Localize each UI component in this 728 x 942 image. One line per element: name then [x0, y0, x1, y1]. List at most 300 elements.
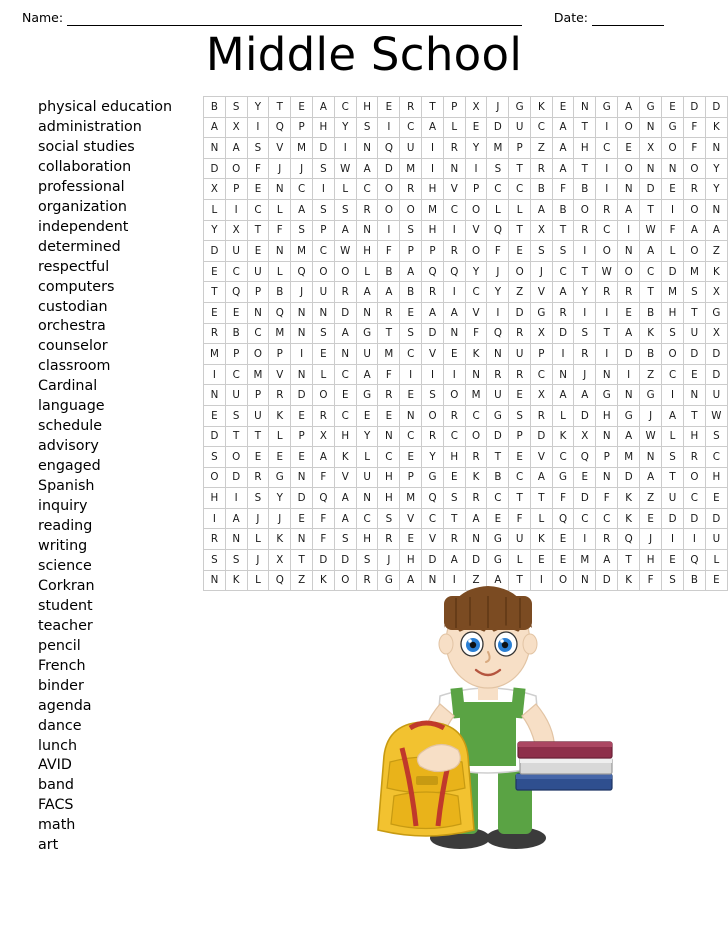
- grid-cell[interactable]: A: [334, 488, 356, 509]
- grid-cell[interactable]: T: [683, 302, 705, 323]
- grid-cell[interactable]: A: [552, 158, 574, 179]
- grid-cell[interactable]: E: [204, 261, 226, 282]
- grid-cell[interactable]: I: [596, 158, 618, 179]
- grid-cell[interactable]: E: [443, 467, 465, 488]
- grid-cell[interactable]: H: [422, 179, 444, 200]
- grid-cell[interactable]: D: [291, 385, 313, 406]
- grid-cell[interactable]: O: [683, 158, 705, 179]
- grid-cell[interactable]: F: [378, 364, 400, 385]
- grid-cell[interactable]: C: [596, 508, 618, 529]
- grid-cell[interactable]: R: [378, 302, 400, 323]
- grid-cell[interactable]: D: [705, 344, 727, 365]
- grid-cell[interactable]: A: [225, 138, 247, 159]
- grid-cell[interactable]: I: [662, 385, 684, 406]
- grid-cell[interactable]: F: [247, 158, 269, 179]
- grid-cell[interactable]: C: [313, 241, 335, 262]
- grid-cell[interactable]: U: [705, 529, 727, 550]
- grid-cell[interactable]: T: [618, 550, 640, 571]
- grid-cell[interactable]: E: [400, 529, 422, 550]
- grid-cell[interactable]: O: [204, 467, 226, 488]
- date-input-rule[interactable]: [592, 15, 664, 26]
- grid-cell[interactable]: I: [596, 179, 618, 200]
- grid-cell[interactable]: N: [618, 241, 640, 262]
- grid-cell[interactable]: H: [334, 426, 356, 447]
- grid-cell[interactable]: S: [356, 550, 378, 571]
- grid-cell[interactable]: A: [531, 467, 553, 488]
- grid-cell[interactable]: E: [356, 405, 378, 426]
- grid-cell[interactable]: Z: [531, 138, 553, 159]
- grid-cell[interactable]: V: [465, 220, 487, 241]
- grid-cell[interactable]: K: [531, 97, 553, 118]
- grid-cell[interactable]: H: [378, 467, 400, 488]
- grid-cell[interactable]: Q: [683, 550, 705, 571]
- grid-cell[interactable]: N: [356, 302, 378, 323]
- grid-cell[interactable]: E: [705, 570, 727, 591]
- grid-cell[interactable]: F: [662, 220, 684, 241]
- grid-cell[interactable]: Q: [422, 261, 444, 282]
- grid-cell[interactable]: F: [683, 138, 705, 159]
- grid-cell[interactable]: C: [378, 447, 400, 468]
- grid-cell[interactable]: I: [443, 570, 465, 591]
- grid-cell[interactable]: O: [662, 344, 684, 365]
- grid-cell[interactable]: S: [378, 508, 400, 529]
- grid-cell[interactable]: D: [204, 158, 226, 179]
- grid-cell[interactable]: R: [422, 282, 444, 303]
- grid-cell[interactable]: A: [356, 158, 378, 179]
- grid-cell[interactable]: H: [705, 467, 727, 488]
- grid-cell[interactable]: S: [400, 220, 422, 241]
- grid-cell[interactable]: A: [334, 323, 356, 344]
- grid-cell[interactable]: N: [247, 302, 269, 323]
- grid-cell[interactable]: D: [422, 323, 444, 344]
- grid-cell[interactable]: D: [465, 550, 487, 571]
- grid-cell[interactable]: U: [313, 282, 335, 303]
- grid-cell[interactable]: H: [596, 405, 618, 426]
- grid-cell[interactable]: I: [531, 570, 553, 591]
- grid-cell[interactable]: K: [465, 344, 487, 365]
- grid-cell[interactable]: N: [400, 405, 422, 426]
- grid-cell[interactable]: R: [356, 570, 378, 591]
- grid-cell[interactable]: D: [662, 508, 684, 529]
- grid-cell[interactable]: P: [465, 179, 487, 200]
- grid-cell[interactable]: R: [378, 385, 400, 406]
- grid-cell[interactable]: R: [596, 529, 618, 550]
- grid-cell[interactable]: Q: [443, 261, 465, 282]
- grid-cell[interactable]: D: [487, 426, 509, 447]
- grid-cell[interactable]: E: [640, 508, 662, 529]
- grid-cell[interactable]: S: [574, 323, 596, 344]
- grid-cell[interactable]: G: [487, 405, 509, 426]
- grid-cell[interactable]: M: [662, 282, 684, 303]
- grid-cell[interactable]: A: [443, 302, 465, 323]
- grid-cell[interactable]: V: [269, 138, 291, 159]
- grid-cell[interactable]: U: [247, 405, 269, 426]
- grid-cell[interactable]: T: [531, 488, 553, 509]
- grid-cell[interactable]: H: [356, 241, 378, 262]
- grid-cell[interactable]: A: [640, 467, 662, 488]
- name-input-rule[interactable]: [67, 15, 522, 26]
- grid-cell[interactable]: L: [443, 117, 465, 138]
- grid-cell[interactable]: K: [552, 426, 574, 447]
- grid-cell[interactable]: Q: [378, 138, 400, 159]
- grid-cell[interactable]: S: [509, 405, 531, 426]
- grid-cell[interactable]: N: [356, 488, 378, 509]
- grid-cell[interactable]: S: [662, 323, 684, 344]
- grid-cell[interactable]: D: [531, 426, 553, 447]
- grid-cell[interactable]: D: [204, 426, 226, 447]
- grid-cell[interactable]: G: [509, 97, 531, 118]
- grid-cell[interactable]: T: [574, 117, 596, 138]
- grid-cell[interactable]: M: [465, 385, 487, 406]
- grid-cell[interactable]: U: [662, 488, 684, 509]
- grid-cell[interactable]: R: [313, 405, 335, 426]
- grid-cell[interactable]: D: [204, 241, 226, 262]
- grid-cell[interactable]: B: [574, 179, 596, 200]
- grid-cell[interactable]: T: [422, 97, 444, 118]
- grid-cell[interactable]: N: [291, 467, 313, 488]
- grid-cell[interactable]: M: [574, 550, 596, 571]
- grid-cell[interactable]: U: [509, 344, 531, 365]
- grid-cell[interactable]: R: [422, 426, 444, 447]
- grid-cell[interactable]: D: [618, 344, 640, 365]
- grid-cell[interactable]: A: [356, 282, 378, 303]
- grid-cell[interactable]: G: [356, 323, 378, 344]
- grid-cell[interactable]: S: [204, 550, 226, 571]
- grid-cell[interactable]: O: [465, 426, 487, 447]
- grid-cell[interactable]: O: [683, 241, 705, 262]
- grid-cell[interactable]: A: [683, 220, 705, 241]
- grid-cell[interactable]: J: [487, 97, 509, 118]
- grid-cell[interactable]: A: [334, 508, 356, 529]
- grid-cell[interactable]: A: [422, 117, 444, 138]
- grid-cell[interactable]: G: [618, 405, 640, 426]
- grid-cell[interactable]: A: [204, 117, 226, 138]
- grid-cell[interactable]: M: [400, 158, 422, 179]
- grid-cell[interactable]: A: [378, 282, 400, 303]
- grid-cell[interactable]: R: [204, 529, 226, 550]
- grid-cell[interactable]: I: [487, 302, 509, 323]
- grid-cell[interactable]: R: [400, 179, 422, 200]
- grid-cell[interactable]: S: [204, 447, 226, 468]
- grid-cell[interactable]: N: [378, 426, 400, 447]
- grid-cell[interactable]: S: [313, 158, 335, 179]
- grid-cell[interactable]: Q: [487, 323, 509, 344]
- grid-cell[interactable]: G: [640, 97, 662, 118]
- grid-cell[interactable]: L: [356, 261, 378, 282]
- grid-cell[interactable]: B: [400, 282, 422, 303]
- grid-cell[interactable]: L: [487, 199, 509, 220]
- grid-cell[interactable]: F: [487, 241, 509, 262]
- grid-cell[interactable]: C: [225, 364, 247, 385]
- grid-cell[interactable]: E: [552, 550, 574, 571]
- grid-cell[interactable]: A: [225, 508, 247, 529]
- grid-cell[interactable]: T: [509, 488, 531, 509]
- grid-cell[interactable]: I: [204, 364, 226, 385]
- grid-cell[interactable]: G: [552, 467, 574, 488]
- grid-cell[interactable]: B: [225, 323, 247, 344]
- grid-cell[interactable]: I: [422, 364, 444, 385]
- grid-cell[interactable]: N: [204, 570, 226, 591]
- grid-cell[interactable]: C: [531, 364, 553, 385]
- grid-cell[interactable]: E: [204, 302, 226, 323]
- grid-cell[interactable]: B: [640, 302, 662, 323]
- grid-cell[interactable]: D: [705, 97, 727, 118]
- grid-cell[interactable]: E: [378, 405, 400, 426]
- grid-cell[interactable]: P: [509, 138, 531, 159]
- grid-cell[interactable]: I: [662, 199, 684, 220]
- grid-cell[interactable]: G: [422, 467, 444, 488]
- grid-cell[interactable]: F: [378, 241, 400, 262]
- grid-cell[interactable]: A: [552, 117, 574, 138]
- grid-cell[interactable]: N: [225, 529, 247, 550]
- grid-cell[interactable]: X: [705, 323, 727, 344]
- grid-cell[interactable]: O: [334, 261, 356, 282]
- grid-cell[interactable]: N: [574, 97, 596, 118]
- grid-cell[interactable]: V: [400, 508, 422, 529]
- grid-cell[interactable]: E: [531, 550, 553, 571]
- grid-cell[interactable]: O: [225, 447, 247, 468]
- grid-cell[interactable]: I: [443, 282, 465, 303]
- grid-cell[interactable]: E: [400, 302, 422, 323]
- grid-cell[interactable]: O: [596, 241, 618, 262]
- grid-cell[interactable]: Y: [422, 447, 444, 468]
- grid-cell[interactable]: N: [640, 158, 662, 179]
- grid-cell[interactable]: R: [683, 447, 705, 468]
- grid-cell[interactable]: A: [552, 138, 574, 159]
- grid-cell[interactable]: A: [422, 302, 444, 323]
- grid-cell[interactable]: N: [443, 158, 465, 179]
- grid-cell[interactable]: E: [291, 508, 313, 529]
- grid-cell[interactable]: U: [487, 385, 509, 406]
- grid-cell[interactable]: O: [552, 570, 574, 591]
- grid-cell[interactable]: B: [683, 570, 705, 591]
- grid-cell[interactable]: N: [334, 344, 356, 365]
- grid-cell[interactable]: O: [378, 199, 400, 220]
- grid-cell[interactable]: X: [531, 385, 553, 406]
- grid-cell[interactable]: D: [705, 364, 727, 385]
- grid-cell[interactable]: K: [269, 529, 291, 550]
- grid-cell[interactable]: K: [269, 405, 291, 426]
- grid-cell[interactable]: K: [465, 467, 487, 488]
- grid-cell[interactable]: A: [465, 508, 487, 529]
- grid-cell[interactable]: M: [247, 364, 269, 385]
- grid-cell[interactable]: J: [640, 405, 662, 426]
- grid-cell[interactable]: O: [618, 158, 640, 179]
- grid-cell[interactable]: N: [204, 138, 226, 159]
- grid-cell[interactable]: N: [291, 323, 313, 344]
- grid-cell[interactable]: A: [662, 405, 684, 426]
- grid-cell[interactable]: R: [618, 282, 640, 303]
- grid-cell[interactable]: I: [378, 220, 400, 241]
- grid-cell[interactable]: Q: [291, 261, 313, 282]
- grid-cell[interactable]: L: [334, 179, 356, 200]
- grid-cell[interactable]: I: [465, 158, 487, 179]
- grid-cell[interactable]: U: [509, 529, 531, 550]
- grid-cell[interactable]: E: [683, 364, 705, 385]
- grid-cell[interactable]: P: [247, 282, 269, 303]
- grid-cell[interactable]: Q: [269, 570, 291, 591]
- grid-cell[interactable]: T: [596, 323, 618, 344]
- grid-cell[interactable]: C: [596, 138, 618, 159]
- grid-cell[interactable]: O: [618, 261, 640, 282]
- grid-cell[interactable]: E: [225, 302, 247, 323]
- grid-cell[interactable]: P: [509, 426, 531, 447]
- grid-cell[interactable]: I: [618, 220, 640, 241]
- grid-cell[interactable]: C: [422, 508, 444, 529]
- grid-cell[interactable]: L: [705, 550, 727, 571]
- grid-cell[interactable]: U: [247, 261, 269, 282]
- grid-cell[interactable]: I: [574, 529, 596, 550]
- grid-cell[interactable]: L: [356, 447, 378, 468]
- grid-cell[interactable]: D: [574, 488, 596, 509]
- grid-cell[interactable]: W: [596, 261, 618, 282]
- grid-cell[interactable]: R: [443, 138, 465, 159]
- grid-cell[interactable]: R: [552, 302, 574, 323]
- grid-cell[interactable]: D: [313, 550, 335, 571]
- grid-cell[interactable]: C: [640, 261, 662, 282]
- grid-cell[interactable]: O: [662, 138, 684, 159]
- grid-cell[interactable]: G: [487, 529, 509, 550]
- grid-cell[interactable]: S: [662, 447, 684, 468]
- grid-cell[interactable]: V: [531, 282, 553, 303]
- grid-cell[interactable]: I: [596, 117, 618, 138]
- grid-cell[interactable]: W: [334, 158, 356, 179]
- grid-cell[interactable]: G: [356, 385, 378, 406]
- grid-cell[interactable]: G: [487, 550, 509, 571]
- grid-cell[interactable]: C: [509, 467, 531, 488]
- grid-cell[interactable]: A: [313, 97, 335, 118]
- grid-cell[interactable]: S: [313, 199, 335, 220]
- grid-cell[interactable]: O: [683, 467, 705, 488]
- grid-cell[interactable]: I: [552, 344, 574, 365]
- grid-cell[interactable]: C: [291, 179, 313, 200]
- grid-cell[interactable]: D: [552, 323, 574, 344]
- grid-cell[interactable]: N: [465, 529, 487, 550]
- grid-cell[interactable]: B: [640, 344, 662, 365]
- grid-cell[interactable]: O: [400, 199, 422, 220]
- grid-cell[interactable]: R: [443, 405, 465, 426]
- grid-cell[interactable]: W: [640, 426, 662, 447]
- grid-cell[interactable]: V: [269, 364, 291, 385]
- grid-cell[interactable]: S: [422, 385, 444, 406]
- grid-cell[interactable]: L: [269, 261, 291, 282]
- grid-cell[interactable]: C: [552, 261, 574, 282]
- grid-cell[interactable]: T: [640, 199, 662, 220]
- grid-cell[interactable]: A: [400, 570, 422, 591]
- grid-cell[interactable]: I: [683, 529, 705, 550]
- grid-cell[interactable]: T: [574, 158, 596, 179]
- grid-cell[interactable]: E: [443, 344, 465, 365]
- grid-cell[interactable]: R: [574, 344, 596, 365]
- grid-cell[interactable]: L: [247, 529, 269, 550]
- grid-cell[interactable]: E: [291, 447, 313, 468]
- grid-cell[interactable]: D: [334, 550, 356, 571]
- grid-cell[interactable]: P: [291, 426, 313, 447]
- grid-cell[interactable]: D: [574, 405, 596, 426]
- grid-cell[interactable]: K: [618, 570, 640, 591]
- grid-cell[interactable]: K: [640, 323, 662, 344]
- grid-cell[interactable]: C: [334, 405, 356, 426]
- grid-cell[interactable]: N: [291, 364, 313, 385]
- grid-cell[interactable]: S: [313, 323, 335, 344]
- grid-cell[interactable]: X: [204, 179, 226, 200]
- grid-cell[interactable]: C: [662, 364, 684, 385]
- grid-cell[interactable]: M: [400, 488, 422, 509]
- grid-cell[interactable]: S: [247, 488, 269, 509]
- grid-cell[interactable]: N: [596, 426, 618, 447]
- grid-cell[interactable]: U: [400, 138, 422, 159]
- grid-cell[interactable]: A: [313, 447, 335, 468]
- grid-cell[interactable]: S: [225, 405, 247, 426]
- grid-cell[interactable]: Q: [225, 282, 247, 303]
- grid-cell[interactable]: I: [618, 364, 640, 385]
- grid-cell[interactable]: F: [552, 488, 574, 509]
- grid-cell[interactable]: T: [574, 261, 596, 282]
- grid-cell[interactable]: O: [465, 241, 487, 262]
- grid-cell[interactable]: E: [334, 385, 356, 406]
- grid-cell[interactable]: X: [640, 138, 662, 159]
- grid-cell[interactable]: B: [531, 179, 553, 200]
- grid-cell[interactable]: Q: [574, 447, 596, 468]
- grid-cell[interactable]: K: [225, 570, 247, 591]
- grid-cell[interactable]: D: [705, 508, 727, 529]
- grid-cell[interactable]: S: [225, 97, 247, 118]
- grid-cell[interactable]: E: [247, 447, 269, 468]
- grid-cell[interactable]: H: [574, 138, 596, 159]
- grid-cell[interactable]: R: [531, 405, 553, 426]
- grid-cell[interactable]: D: [313, 138, 335, 159]
- grid-cell[interactable]: P: [225, 179, 247, 200]
- grid-cell[interactable]: A: [487, 570, 509, 591]
- grid-cell[interactable]: C: [356, 508, 378, 529]
- grid-cell[interactable]: D: [596, 570, 618, 591]
- grid-cell[interactable]: P: [269, 344, 291, 365]
- grid-cell[interactable]: Y: [247, 97, 269, 118]
- grid-cell[interactable]: Z: [291, 570, 313, 591]
- grid-cell[interactable]: N: [356, 220, 378, 241]
- grid-cell[interactable]: O: [422, 405, 444, 426]
- grid-cell[interactable]: O: [618, 117, 640, 138]
- grid-cell[interactable]: C: [356, 179, 378, 200]
- grid-cell[interactable]: Y: [574, 282, 596, 303]
- grid-cell[interactable]: E: [618, 302, 640, 323]
- grid-cell[interactable]: I: [204, 508, 226, 529]
- grid-cell[interactable]: E: [204, 405, 226, 426]
- grid-cell[interactable]: C: [552, 447, 574, 468]
- grid-cell[interactable]: H: [378, 488, 400, 509]
- grid-cell[interactable]: S: [291, 220, 313, 241]
- grid-cell[interactable]: I: [574, 302, 596, 323]
- grid-cell[interactable]: I: [443, 220, 465, 241]
- grid-cell[interactable]: D: [334, 302, 356, 323]
- grid-cell[interactable]: K: [705, 261, 727, 282]
- grid-cell[interactable]: H: [662, 302, 684, 323]
- grid-cell[interactable]: C: [400, 117, 422, 138]
- grid-cell[interactable]: A: [618, 323, 640, 344]
- grid-cell[interactable]: I: [400, 364, 422, 385]
- grid-cell[interactable]: T: [291, 550, 313, 571]
- grid-cell[interactable]: N: [683, 385, 705, 406]
- grid-cell[interactable]: J: [291, 158, 313, 179]
- grid-cell[interactable]: C: [225, 261, 247, 282]
- grid-cell[interactable]: A: [334, 220, 356, 241]
- grid-cell[interactable]: Y: [487, 282, 509, 303]
- grid-cell[interactable]: P: [531, 344, 553, 365]
- grid-cell[interactable]: T: [509, 158, 531, 179]
- grid-cell[interactable]: U: [225, 241, 247, 262]
- grid-cell[interactable]: H: [422, 220, 444, 241]
- grid-cell[interactable]: M: [487, 138, 509, 159]
